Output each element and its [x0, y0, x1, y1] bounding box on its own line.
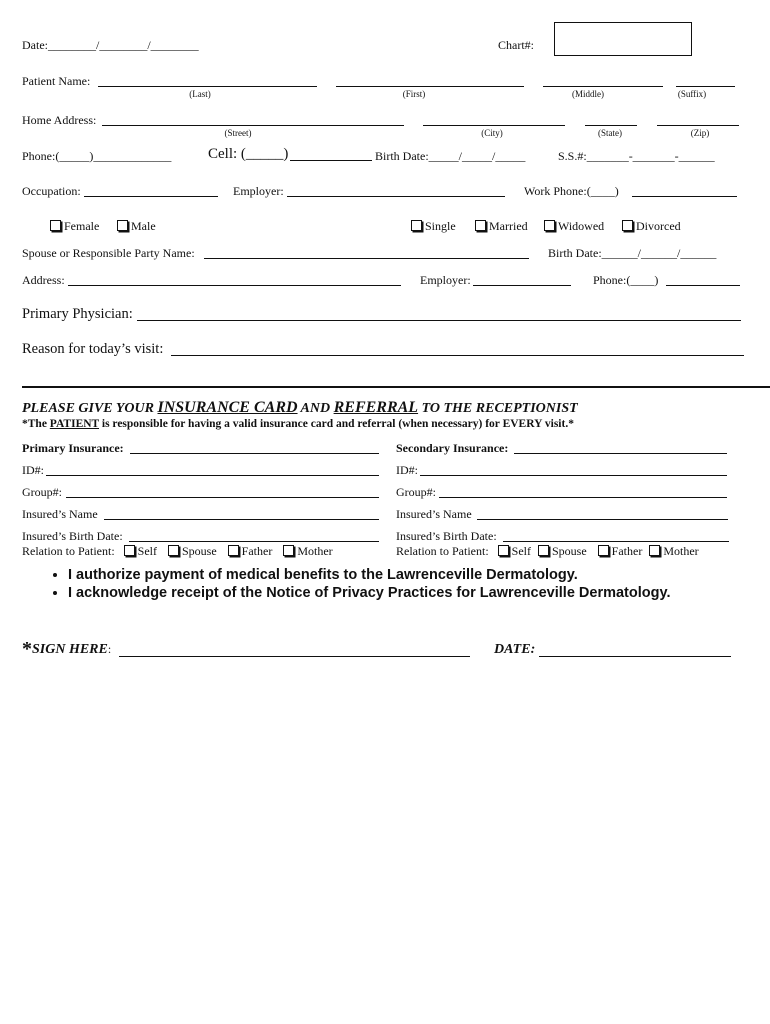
chart-label: Chart#:	[498, 38, 534, 52]
spouse-birth-field[interactable]: ______/______/______	[601, 246, 717, 260]
birth-date-label: Birth Date:_____/_____/_____	[375, 149, 526, 163]
spouse-address-label: Address:	[22, 273, 65, 287]
insurance-note: *The PATIENT is responsible for having a valid insurance card and referral (when necessary) for EVERY visit.*	[22, 418, 574, 430]
checkbox-icon	[411, 220, 422, 231]
spouse-name-label: Spouse or Responsible Party Name:	[22, 246, 195, 260]
chart-number-box[interactable]	[554, 22, 692, 56]
date-label: Date:________/________/________	[22, 38, 199, 52]
checkbox-icon	[50, 220, 61, 231]
insurance-heading: PLEASE GIVE YOUR INSURANCE CARD AND REFERRAL TO THE RECEPTIONIST	[22, 399, 578, 416]
primary-physician-field[interactable]	[137, 320, 741, 321]
secondary-id-label: ID#:	[396, 463, 418, 477]
employer-label: Employer:	[233, 184, 284, 198]
primary-insured-name-field[interactable]	[104, 519, 379, 520]
checkbox-widowed[interactable]: Widowed	[544, 219, 604, 234]
primary-id-field[interactable]	[46, 475, 379, 476]
primary-insurance-field[interactable]	[130, 453, 379, 454]
secondary-relation-row: Relation to Patient: Self Spouse Father Mother	[396, 544, 699, 558]
signature-row: *SIGN HERE:	[22, 638, 112, 660]
checkbox-icon	[283, 545, 294, 556]
checkbox-icon	[498, 545, 509, 556]
checkbox-icon	[168, 545, 179, 556]
checkbox-icon	[538, 545, 549, 556]
spouse-phone-label: Phone:(____)	[593, 273, 659, 287]
secondary-id-field[interactable]	[420, 475, 727, 476]
cell-field[interactable]	[290, 160, 372, 161]
checkbox-icon	[228, 545, 239, 556]
state-field[interactable]	[585, 125, 637, 126]
secondary-group-field[interactable]	[439, 497, 727, 498]
last-name-field[interactable]	[98, 86, 317, 87]
ss-field[interactable]: _______-_______-______	[586, 149, 715, 163]
middle-name-field[interactable]	[543, 86, 663, 87]
primary-rel-self[interactable]: Self	[124, 544, 157, 558]
primary-group-field[interactable]	[66, 497, 379, 498]
primary-physician-label: Primary Physician:	[22, 306, 133, 322]
occupation-label: Occupation:	[22, 184, 81, 198]
secondary-rel-spouse[interactable]: Spouse	[538, 544, 587, 558]
sign-date-label: DATE:	[494, 642, 536, 657]
required-star-icon: *	[22, 638, 32, 660]
primary-insured-birth-label: Insured’s Birth Date:	[22, 529, 123, 543]
reason-visit-field[interactable]	[171, 355, 744, 356]
occupation-field[interactable]	[84, 196, 218, 197]
street-sublabel: (Street)	[224, 128, 252, 138]
middle-sublabel: (Middle)	[572, 89, 604, 99]
primary-relation-row: Relation to Patient: Self Spouse Father Mother	[22, 544, 333, 558]
list-item: • I acknowledge receipt of the Notice of Privacy Practices for Lawrenceville Dermatology.	[68, 585, 671, 601]
secondary-insurance-field[interactable]	[514, 453, 727, 454]
home-address-label: Home Address:	[22, 113, 97, 127]
checkbox-divorced[interactable]: Divorced	[622, 219, 681, 234]
work-phone-label: Work Phone:(____)	[524, 184, 619, 198]
acknowledgement-list	[44, 567, 671, 603]
primary-id-label: ID#:	[22, 463, 44, 477]
spouse-birth-label: Birth Date:______/______/______	[548, 246, 717, 260]
signature-field[interactable]	[119, 656, 470, 657]
phone-label: Phone:(_____)_____________	[22, 149, 172, 163]
primary-insured-birth-field[interactable]	[129, 541, 379, 542]
suffix-field[interactable]	[676, 86, 735, 87]
checkbox-female[interactable]: Female	[50, 219, 99, 234]
secondary-insurance-label: Secondary Insurance:	[396, 441, 509, 455]
checkbox-male[interactable]: Male	[117, 219, 156, 234]
cell-label: Cell: (_____)	[208, 146, 289, 162]
spouse-employer-label: Employer:	[420, 273, 471, 287]
checkbox-icon	[649, 545, 660, 556]
employer-field[interactable]	[287, 196, 505, 197]
street-field[interactable]	[102, 125, 404, 126]
suffix-sublabel: (Suffix)	[677, 89, 707, 99]
last-sublabel: (Last)	[189, 89, 211, 99]
primary-rel-spouse[interactable]: Spouse	[168, 544, 217, 558]
primary-rel-father[interactable]: Father	[228, 544, 273, 558]
city-field[interactable]	[423, 125, 565, 126]
checkbox-icon	[475, 220, 486, 231]
ss-label: S.S.#:_______-_______-______	[558, 149, 715, 163]
zip-field[interactable]	[657, 125, 739, 126]
secondary-rel-self[interactable]: Self	[498, 544, 531, 558]
primary-insured-name-label: Insured’s Name	[22, 507, 98, 521]
primary-group-label: Group#:	[22, 485, 62, 499]
checkbox-icon	[117, 220, 128, 231]
section-divider	[22, 386, 770, 388]
spouse-address-field[interactable]	[68, 285, 401, 286]
phone-field[interactable]: (_____)_____________	[55, 149, 172, 163]
secondary-insured-name-field[interactable]	[477, 519, 728, 520]
work-phone-field[interactable]	[632, 196, 737, 197]
secondary-group-label: Group#:	[396, 485, 436, 499]
checkbox-icon	[544, 220, 555, 231]
patient-name-label: Patient Name:	[22, 74, 91, 88]
secondary-insured-birth-label: Insured’s Birth Date:	[396, 529, 497, 543]
birth-date-field[interactable]: _____/_____/_____	[428, 149, 526, 163]
primary-rel-mother[interactable]: Mother	[283, 544, 332, 558]
sign-date-field[interactable]	[539, 656, 731, 657]
checkbox-icon	[622, 220, 633, 231]
secondary-insured-birth-field[interactable]	[503, 541, 729, 542]
secondary-insured-name-label: Insured’s Name	[396, 507, 472, 521]
city-sublabel: (City)	[481, 128, 503, 138]
list-item: • I authorize payment of medical benefits to the Lawrenceville Dermatology.	[68, 567, 671, 583]
primary-insurance-label: Primary Insurance:	[22, 441, 124, 455]
spouse-employer-field[interactable]	[473, 285, 571, 286]
checkbox-icon	[598, 545, 609, 556]
checkbox-married[interactable]: Married	[475, 219, 528, 234]
first-name-field[interactable]	[336, 86, 524, 87]
first-sublabel: (First)	[402, 89, 426, 99]
spouse-name-field[interactable]	[204, 258, 529, 259]
secondary-rel-father[interactable]: Father	[598, 544, 643, 558]
zip-sublabel: (Zip)	[690, 128, 710, 138]
checkbox-single[interactable]: Single	[411, 219, 456, 234]
spouse-phone-field[interactable]	[666, 285, 740, 286]
secondary-rel-mother[interactable]: Mother	[649, 544, 698, 558]
reason-visit-label: Reason for today’s visit:	[22, 341, 164, 357]
checkbox-icon	[124, 545, 135, 556]
date-field[interactable]: ________/________/________	[48, 38, 199, 52]
state-sublabel: (State)	[598, 128, 622, 138]
